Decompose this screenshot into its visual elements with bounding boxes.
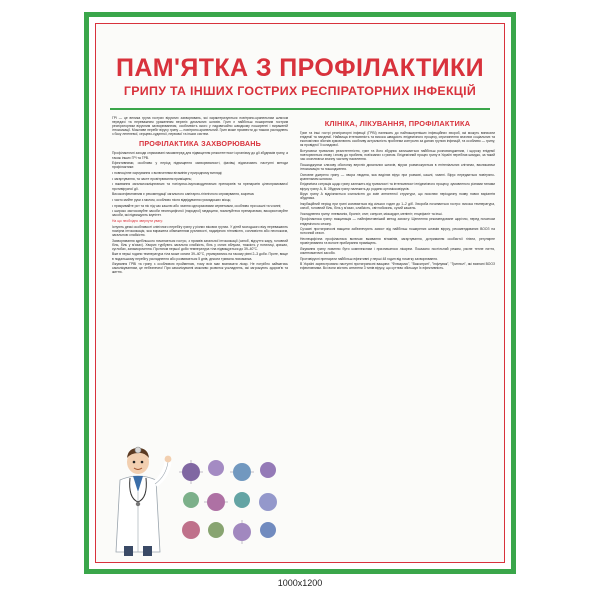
- title-divider: [110, 108, 490, 110]
- illustration: [106, 440, 296, 560]
- left-paragraph: • повноцінне харчування з включенням вітамінів у природному вигляді;: [112, 171, 223, 176]
- right-paragraph: Грип та інші гострі респіраторні інфекції (ГРВІ) належать до найпоширеніших інфекційних хвороб, які можуть виникати епідемії та пандемії. Найвища інтенсивність та висока швидкість епідемічного процесу, спричинення значних соціальних та економічних збитків зумовлюють особливу актуальність проблеми контролю за даною групою інфекцій, та особливо — грипу, як провідної її складової.: [300, 131, 495, 148]
- poster-subtitle: ГРИПУ ТА ІНШИХ ГОСТРИХ РЕСПІРАТОРНИХ ІНФЕКЦІЙ: [123, 84, 477, 98]
- right-paragraph: Інкубаційний період при грипі коливається від кількох годин до 1–2 діб. Хвороба починається гостро: висока температура, озноб, головний біль, біль у м'язах, слабкість, світлобоязнь, сухий кашель.: [300, 201, 495, 211]
- right-paragraph: В Україні зареєстровано наступні протигрипозні вакцини: "Флюарикс", "Ваксигрип", "Інфлувак", "Гриппол", які визнані ВООЗ ефективними. Всі вони містять антигени 3 типів вірусу, що суттєво збільшує їх ефективність.: [300, 262, 495, 271]
- left-paragraph: Ефективними, особливо у період підвищення захворюваності, фахівці відзначають наступні методи профілактики:: [112, 161, 288, 170]
- right-paragraph: Епідемічна ситуація щодо грипу залежить від тривалості та інтенсивності епідемічного процесу, зумовленого різними типами вірусу грипу А, В. Збудник грипу належить до родини ортоміксовірусів.: [300, 182, 495, 191]
- left-paragraph: Вже в перші години температура тіла може сягати 39–40°С, утримуватись на такому рівні 2–3 доби. Проте, вище в подальшому перебігу ускладнення або розвивається 5 днів, деколи тривала лихоманка.: [112, 252, 288, 261]
- right-paragraph: Профілактика грипу: вакцинація — найефективніший метод захисту. Щеплення рекомендоване щорічно, перед початком епідемічного сезону.: [300, 217, 495, 226]
- left-paragraph: • часто мийте руки з милом, особливо після відвідування громадських місць;: [112, 197, 232, 202]
- left-paragraph: Профілактичні заходи спрямовані насамперед для підвищення резистентності організму до дії збудників грипу, а також інших ГРІ та ГРВ.: [112, 151, 288, 160]
- doctor-icon: [116, 447, 171, 556]
- right-paragraph: Неспецифічна профілактика включає вживання вітамінів, загартування, дотримання особистої гігієни, регулярне провітрювання та вологе прибирання приміщень.: [300, 237, 495, 246]
- left-paragraph: Захворювання здебільшого починається гостро, з проявів загальної інтоксикації (озноб, відчуття жару, головний біль, біль у м'язах). Хворих турбують загальна слабкість, біль у очних яблуках, тяжкість у потилиці, крижах, суглобах, запаморочення. Протягом першої доби температура тіла підвищується до 39–40°С.: [112, 238, 288, 251]
- right-section-title: КЛІНІКА, ЛІКУВАННЯ, ПРОФІЛАКТИКА: [324, 119, 471, 128]
- intro-paragraph: ГРІ — це велика група гострих вірусних захворювань, які характеризуються повітряно-крапельним шляхом передачі та переважним ураженням верхніх дихальних шляхів. Грип є найбільш поширеним гострим респіраторним вірусним захворюванням, особливість якого у надзвичайно швидкому поширенні і вираженій інтоксикації. Можливе перебіг вірусу грипу — повітряно-крапельний. Грип може призвести до тяжких ускладнень з боку легеневої, серцево-судинної, нервової та інших систем.: [112, 116, 288, 137]
- right-paragraph: Вірус грипу А відрізняється схильністю до змін антигенної структури, що пояснює періодичну появу нових варіантів збудника.: [300, 192, 495, 201]
- poster-frame: [84, 12, 516, 574]
- right-paragraph: Сучасні протигрипозні вакцини забезпечують захист від найбільш поширених штамів вірусу, рекомендованих ВООЗ на поточний сезон.: [300, 227, 495, 236]
- poster-inner: [95, 23, 505, 563]
- right-paragraph: Основне джерело грипу — хвора людина, яка виділяє вірус при розмові, кашлі, чханні. Вірус передається повітряно-крапельним шляхом.: [300, 172, 495, 181]
- left-paragraph: • загартування, та часте провітрювання приміщень;: [112, 176, 192, 181]
- poster-title: ПАМ'ЯТКА З ПРОФІЛАКТИКИ: [115, 54, 485, 82]
- right-paragraph: Противірусні препарати найбільш ефективні у перші 48 годин від початку захворювання.: [300, 256, 438, 261]
- right-paragraph: Пошкоджуючи слизову оболонку верхніх дихальних шляхів, віруси розмножуються в епітеліальних клітинах, викликаючи інтоксикацію та пошкодження.: [300, 162, 495, 171]
- virus-cells-icon: [179, 460, 277, 544]
- left-column: [112, 116, 288, 276]
- left-paragraph: Високоефективним є рекомендації загального санітарно-гігієнічного спрямування, зокрема:: [112, 192, 255, 197]
- left-paragraph: • широко застосовуйте засоби неспецифічної (народної) медицини, помилуйтеся препаратами, використовуйте засоби, які підвищують імунітет.: [112, 209, 288, 218]
- left-section-title: ПРОФІЛАКТИКА ЗАХВОРЮВАНЬ: [139, 139, 261, 149]
- size-label: 1000x1200: [277, 578, 323, 588]
- left-paragraph: • вживання загальнозміцнюючих та тонізуючо-імуномодулюючих препаратів та препаратів цілеспрямованої противірусної дії.: [112, 182, 288, 191]
- right-paragraph: Ускладнення грипу: пневмонія, бронхіт, отит, синусит, міокардит, менінгіт, енцефаліт та інші.: [300, 211, 443, 216]
- attention-note: На що необхідно звернути увагу:: [112, 219, 164, 224]
- left-paragraph: • прикривайте рот та ніс під час кашлю або чхання одноразовими серветками, особливо при кашлі та чханні;: [112, 203, 282, 208]
- right-column: [300, 119, 495, 272]
- left-paragraph: Існують деякі особливості клінічного перебігу грипу у різних вікових групах. У дітей молодшого віку переважають помірна інтоксикація, яка виражена обмеженням рухливості, надмірною пітливістю, сонливістю або неспокоєм, загальною слабкістю.: [112, 224, 288, 237]
- right-paragraph: Лікування грипу повинно бути комплексним і призначатися лікарем. Показано постільний режим, рясне тепле пиття, симптоматичні засоби.: [300, 246, 495, 255]
- left-paragraph: Лікування ГРВІ та грипу з особливою пройменою, тому всіх має визначати лікар. Не потрібно займатись самолікуванням, це небезпечно! При самолікуванні можливо розвиток ускладнень, які загрожують здоров'ю та життю.: [112, 262, 288, 275]
- right-paragraph: Вступаючи тривалою резистентністю, грип та його збудник залишається найбільш розповсюдженим, і щороку епідемії повторюються знову і знову до проблем, пов'язаних з грипом. Епідемічний процес грипу в Україні перебігає швидко, за такий час охоплюючи значну частину населення.: [300, 148, 495, 162]
